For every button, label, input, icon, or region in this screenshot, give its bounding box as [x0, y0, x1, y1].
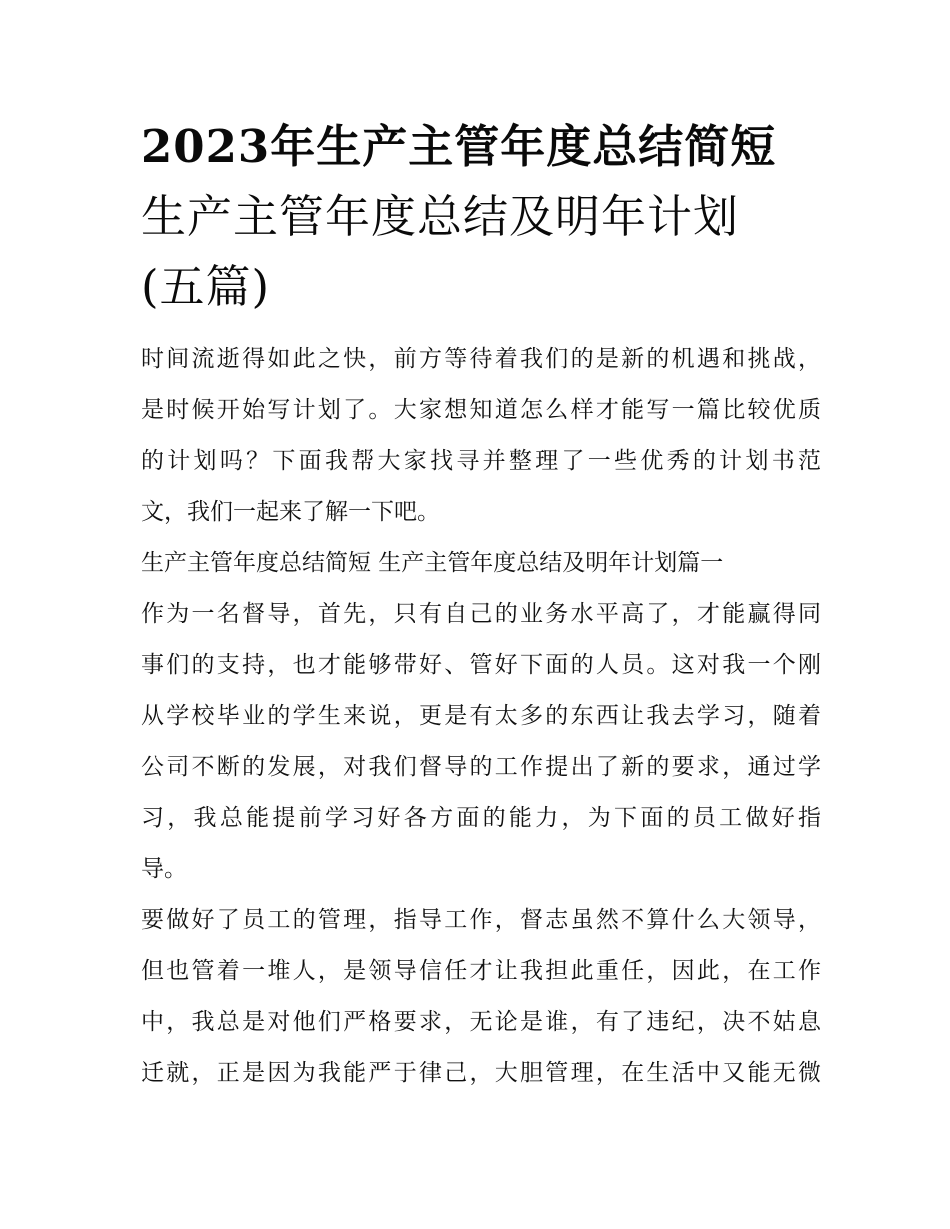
- paragraph-line: 习，我总能提前学习好各方面的能力，为下面的员工做好指: [141, 805, 821, 831]
- document-body: [141, 334, 821, 1099]
- document-content: [141, 112, 821, 1099]
- paragraph-line: 要做好了员工的管理，指导工作，督志虽然不算什么大领导，: [141, 907, 821, 933]
- paragraph-line: 时间流逝得如此之快，前方等待着我们的是新的机遇和挑战，: [141, 346, 821, 372]
- paragraph-line: 文，我们一起来了解一下吧。: [141, 499, 440, 525]
- paragraph-line: 导。: [141, 856, 187, 882]
- paragraph-management: [141, 895, 821, 1099]
- title-line-2: 生产主管年度总结及明年计划: [141, 190, 740, 243]
- paragraph-line: 迁就，正是因为我能严于律己，大胆管理，在生活中又能无微: [141, 1060, 821, 1086]
- paragraph-supervisor: [141, 589, 821, 895]
- paragraph-line: 事们的支持，也才能够带好、管好下面的人员。这对我一个刚: [141, 652, 821, 678]
- paragraph-intro: [141, 334, 821, 538]
- title-line-3: (五篇): [141, 260, 271, 313]
- paragraph-line: 中，我总是对他们严格要求，无论是谁，有了违纪，决不姑息: [141, 1009, 821, 1035]
- paragraph-line: 但也管着一堆人，是领导信任才让我担此重任，因此，在工作: [141, 958, 821, 984]
- section-heading-text: 生产主管年度总结简短 生产主管年度总结及明年计划篇一: [141, 550, 724, 576]
- paragraph-line: 公司不断的发展，对我们督导的工作提出了新的要求，通过学: [141, 754, 821, 780]
- section-heading: [141, 538, 821, 589]
- paragraph-line: 作为一名督导，首先，只有自己的业务水平高了，才能赢得同: [141, 601, 821, 627]
- paragraph-line: 是时候开始写计划了。大家想知道怎么样才能写一篇比较优质: [141, 397, 821, 423]
- document-title: [141, 112, 821, 322]
- paragraph-line: 的计划吗？下面我帮大家找寻并整理了一些优秀的计划书范: [141, 448, 821, 474]
- title-line-1: 2023年生产主管年度总结简短: [141, 120, 777, 173]
- paragraph-line: 从学校毕业的学生来说，更是有太多的东西让我去学习，随着: [141, 703, 821, 729]
